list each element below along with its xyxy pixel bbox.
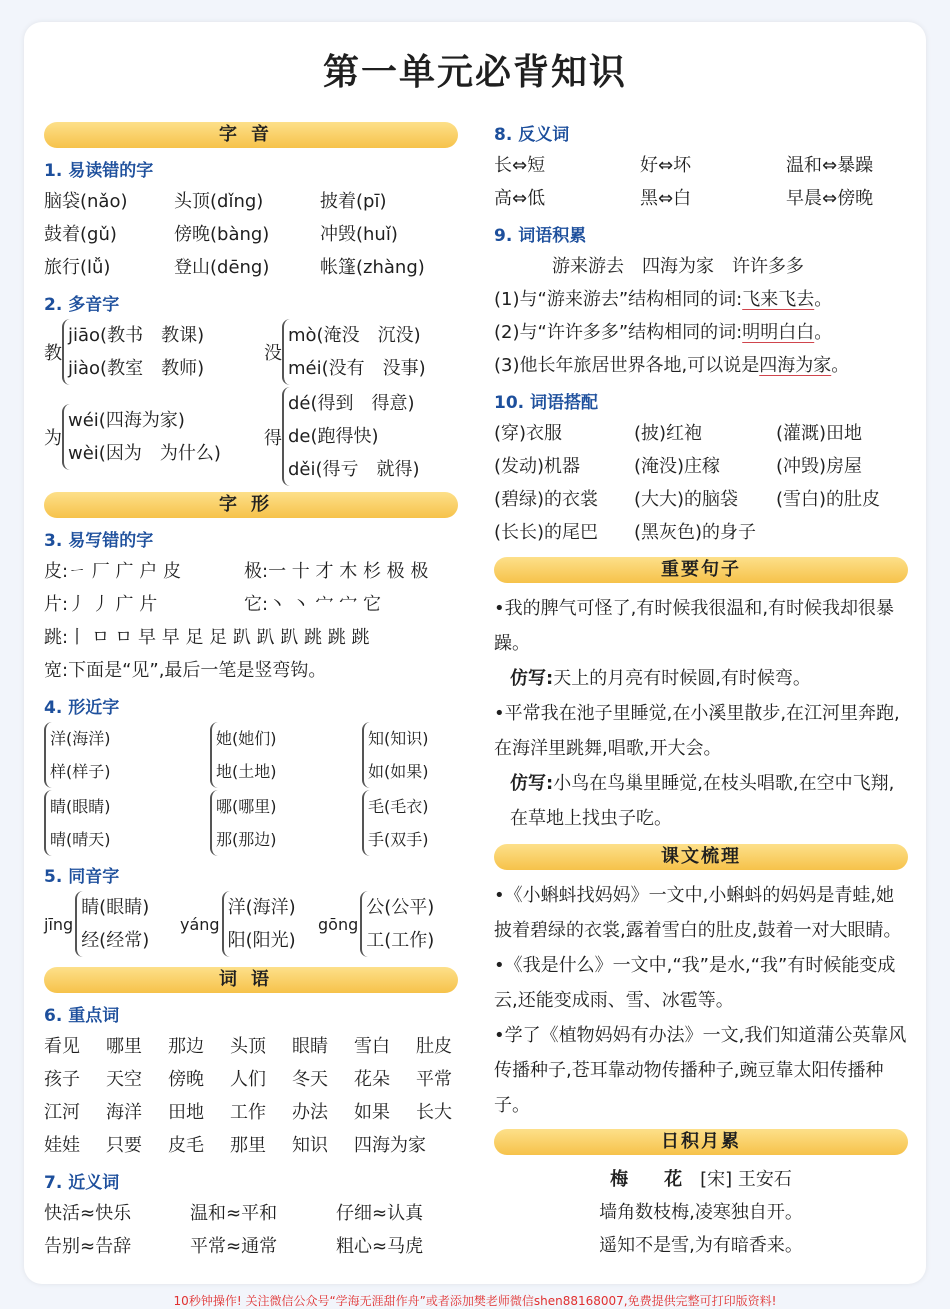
poly-reading: de(跑得快) <box>288 426 379 447</box>
key-word-row: 娃娃 只要 皮毛 那里 知识 四海为家 <box>44 1135 426 1156</box>
poem-author: [宋] 王安石 <box>700 1169 792 1190</box>
left-column <box>44 120 458 1263</box>
polyphonic-group <box>44 387 264 486</box>
homophone-row <box>44 891 458 957</box>
key-sentence: •平常我在池子里睡觉,在小溪里散步,在江河里奔跑,在海洋里跳舞,唱歌,开大会。 <box>494 703 900 759</box>
accumulated-words: 游来游去 四海为家 许许多多 <box>552 256 804 277</box>
poly-reading: méi(没有 没事) <box>288 358 426 379</box>
poly-char: 为 <box>44 427 62 449</box>
stroke-order-line: 它:丶 丶 宀 宀 它 <box>244 594 381 615</box>
key-sentence: •我的脾气可怪了,有时候我很温和,有时候我却很暴躁。 <box>494 598 895 654</box>
homophone-group: jīng 睛(眼睛) 经(经常) <box>44 891 180 957</box>
polyphonic-group <box>44 319 264 385</box>
collocation-row: (穿)衣服 (披)红袍 (灌溉)田地 <box>494 423 863 444</box>
similar-row <box>44 722 458 788</box>
misread-list <box>44 185 458 284</box>
word-item: 披着(pī) <box>320 191 387 212</box>
heading-antonyms: 8. 反义词 <box>494 125 570 145</box>
similar-pair: 毛(毛衣) 手(双手) <box>362 790 429 856</box>
similar-pair: 她(她们) 地(土地) <box>210 722 362 788</box>
key-word-row: 江河 海洋 田地 工作 办法 如果 长大 <box>44 1102 452 1123</box>
polyphonic-row <box>44 387 458 486</box>
stroke-order-line: 跳:丨 ㅁ ㅁ 早 早 足 足 趴 趴 趴 跳 跳 跳 <box>44 627 370 648</box>
poem-title: 梅 花 <box>610 1169 683 1190</box>
heading-polyphonic: 2. 多音字 <box>44 295 120 315</box>
heading-word-accumulation: 9. 词语积累 <box>494 226 587 246</box>
section-band-words: 词语 <box>44 967 458 993</box>
poly-char: 没 <box>264 343 282 364</box>
section-band-shape: 字形 <box>44 492 458 518</box>
heading-key-words: 6. 重点词 <box>44 1006 120 1026</box>
answer: 四海为家 <box>759 355 832 376</box>
answer: 飞来飞去 <box>742 289 815 310</box>
footer-note: 10秒钟操作! 关注微信公众号“学海无涯甜作舟”或者添加樊老师微信shen88168007,免费提供完整可打印版资料! <box>173 1294 777 1308</box>
heading-synonyms: 7. 近义词 <box>44 1173 120 1193</box>
word-item: 傍晚(bàng) <box>174 224 270 245</box>
word-item: 头顶(dǐng) <box>174 191 264 212</box>
poly-reading: děi(得亏 就得) <box>288 459 420 480</box>
antonym-row: 高⇔低 黑⇔白 早晨⇔傍晚 <box>494 188 874 209</box>
section-band-text-review: 课文梳理 <box>494 844 908 870</box>
page-title: 第一单元必背知识 <box>322 52 627 93</box>
polyphonic-row <box>44 319 458 385</box>
similar-row <box>44 790 458 856</box>
heading-miswritten-chars: 3. 易写错的字 <box>44 531 154 551</box>
answer: 明明白白 <box>742 322 815 343</box>
stroke-order-line: 极:一 十 才 木 杉 极 极 <box>244 561 429 582</box>
key-word-row: 看见 哪里 那边 头顶 眼睛 雪白 肚皮 <box>44 1036 452 1057</box>
question-line: (2)与“许许多多”结构相同的词:明明白白。 <box>494 322 833 343</box>
similar-pair: 洋(海洋) 样(样子) <box>44 722 210 788</box>
section-band-daily: 日积月累 <box>494 1129 908 1155</box>
review-paragraph: •学了《植物妈妈有办法》一文,我们知道蒲公英靠风传播种子,苍耳靠动物传播种子,豌豆靠太阳传播种子。 <box>494 1025 907 1116</box>
word-item: 冲毁(huǐ) <box>320 224 398 245</box>
poly-reading: jiāo(教书 教课) <box>68 325 205 346</box>
polyphonic-group <box>264 319 426 385</box>
review-paragraph: •《小蝌蚪找妈妈》一文中,小蝌蚪的妈妈是青蛙,她披着碧绿的衣裳,露着雪白的肚皮,鼓着一对大眼睛。 <box>494 885 902 941</box>
section-band-sentences: 重要句子 <box>494 557 908 583</box>
poly-char: 得 <box>264 427 282 449</box>
question-line: (1)与“游来游去”结构相同的词:飞来飞去。 <box>494 289 833 310</box>
collocation-row: (长长)的尾巴 (黑灰色)的身子 <box>494 522 757 543</box>
similar-pair: 知(知识) 如(如果) <box>362 722 429 788</box>
word-item: 脑袋(nǎo) <box>44 191 128 212</box>
homophone-group: yáng 洋(海洋) 阳(阳光) <box>180 891 318 957</box>
right-column <box>494 118 908 1262</box>
poem-line: 墙角数枝梅,凌寒独自开。 <box>599 1202 803 1223</box>
stroke-order-line: 宽:下面是“见”,最后一笔是竖弯钩。 <box>44 660 327 681</box>
poem-line: 遥知不是雪,为有暗香来。 <box>599 1235 803 1256</box>
poly-reading: wèi(因为 为什么) <box>68 442 221 464</box>
synonym-row: 快活≈快乐 温和≈平和 仔细≈认真 <box>44 1203 424 1224</box>
collocation-row: (碧绿)的衣裳 (大大)的脑袋 (雪白)的肚皮 <box>494 489 881 510</box>
heading-similar-chars: 4. 形近字 <box>44 698 120 718</box>
homophone-group: gōng 公(公平) 工(工作) <box>318 891 434 957</box>
poly-reading: dé(得到 得意) <box>288 393 415 414</box>
imitation: 仿写:天上的月亮有时候圆,有时候弯。 <box>510 668 811 689</box>
word-item: 登山(dēng) <box>174 257 270 278</box>
collocation-row: (发动)机器 (淹没)庄稼 (冲毁)房屋 <box>494 456 863 477</box>
polyphonic-group <box>264 387 420 486</box>
poly-char: 教 <box>44 343 62 364</box>
question-line: (3)他长年旅居世界各地,可以说是四海为家。 <box>494 355 850 376</box>
heading-collocations: 10. 词语搭配 <box>494 393 599 413</box>
imitation: 仿写:小鸟在鸟巢里睡觉,在枝头唱歌,在空中飞翔,在草地上找虫子吃。 <box>510 773 895 829</box>
word-item: 鼓着(gǔ) <box>44 224 117 245</box>
similar-pair: 睛(眼睛) 晴(晴天) <box>44 790 210 856</box>
heading-misread-chars: 1. 易读错的字 <box>44 161 154 181</box>
heading-homophones: 5. 同音字 <box>44 867 120 887</box>
review-paragraph: •《我是什么》一文中,“我”是水,“我”有时候能变成云,还能变成雨、雪、冰雹等。 <box>494 955 896 1011</box>
stroke-order-line: 片:丿 丿 广 片 <box>44 594 158 615</box>
synonym-row: 告别≈告辞 平常≈通常 粗心≈马虎 <box>44 1236 424 1257</box>
key-word-row: 孩子 天空 傍晚 人们 冬天 花朵 平常 <box>44 1069 452 1090</box>
poly-reading: jiào(教室 教师) <box>68 358 205 379</box>
poem-heading <box>494 1163 908 1196</box>
similar-pair: 哪(哪里) 那(那边) <box>210 790 362 856</box>
stroke-order-line: 皮:ㄧ 厂 广 户 皮 <box>44 561 181 582</box>
section-band-pronunciation: 字音 <box>44 122 458 148</box>
word-item: 旅行(lǚ) <box>44 257 111 278</box>
word-item: 帐篷(zhàng) <box>320 257 425 278</box>
poly-reading: mò(淹没 沉没) <box>288 325 421 346</box>
poly-reading: wéi(四海为家) <box>68 409 185 431</box>
antonym-row: 长⇔短 好⇔坏 温和⇔暴躁 <box>494 155 874 176</box>
